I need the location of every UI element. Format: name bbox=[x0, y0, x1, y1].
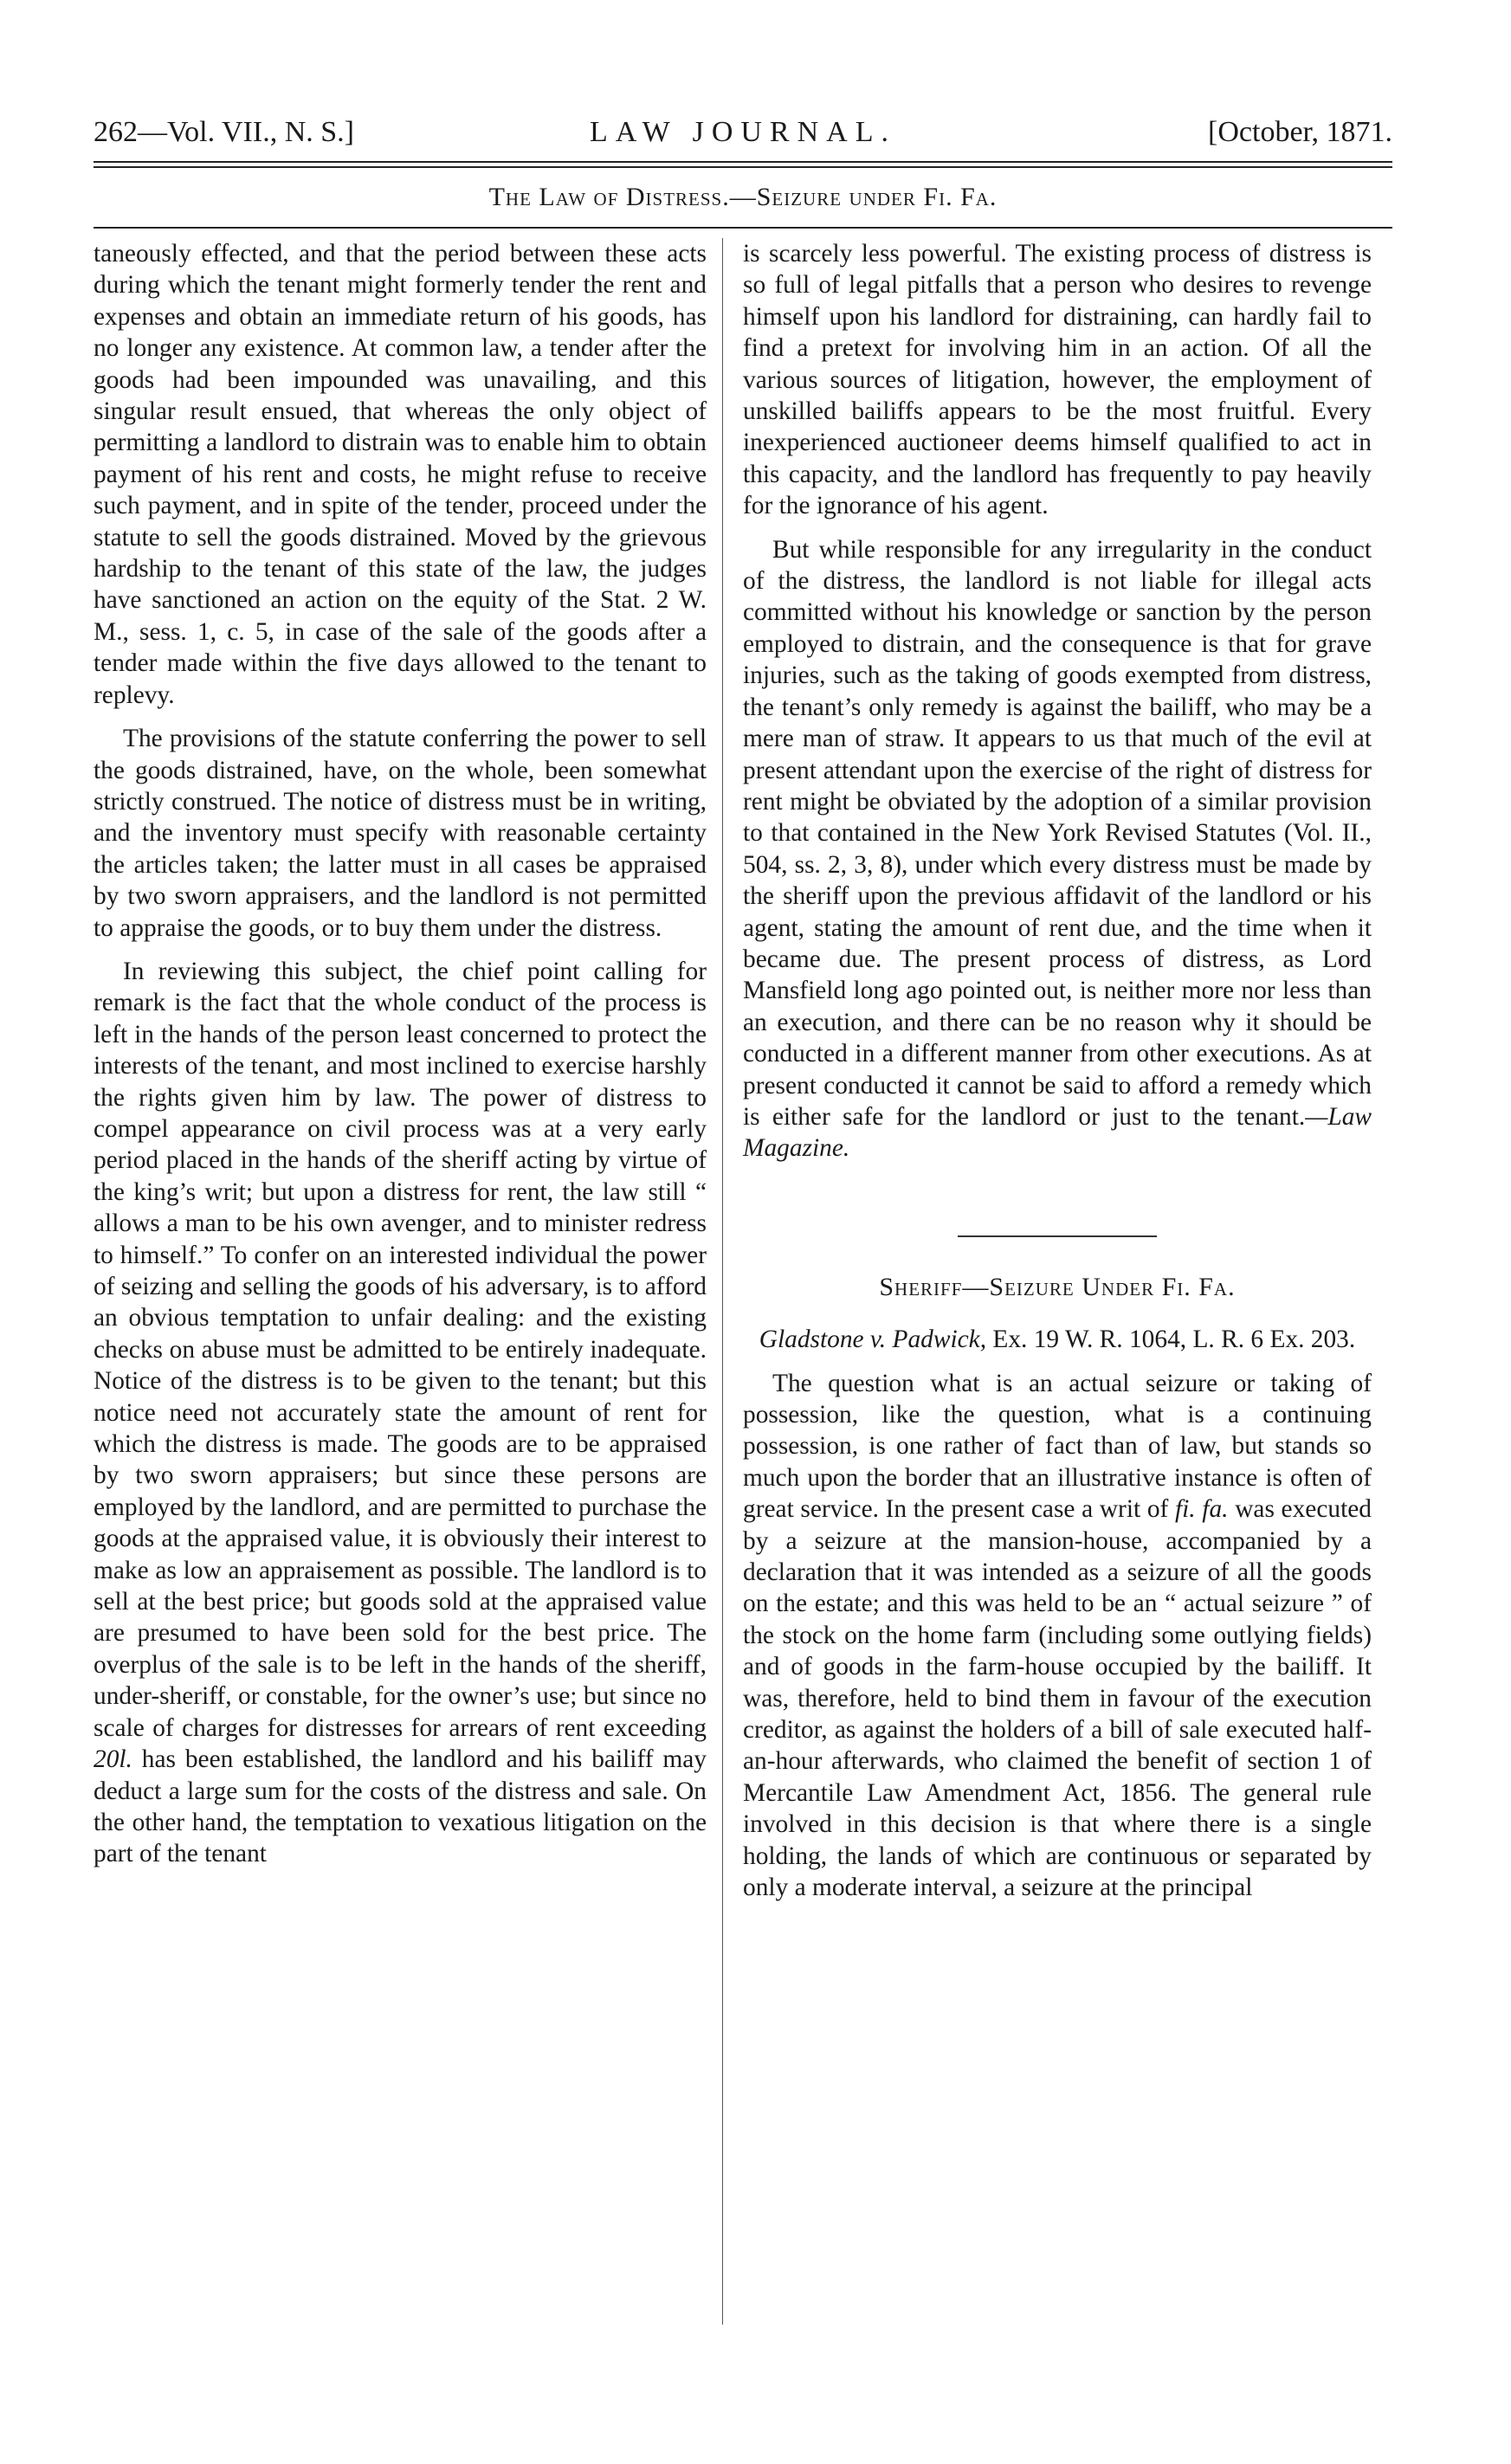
paragraph bbox=[743, 534, 1372, 1164]
running-head bbox=[94, 111, 1392, 154]
left-column bbox=[94, 238, 707, 1870]
case-name: Gladstone v. Padwick, bbox=[759, 1326, 987, 1354]
paragraph bbox=[743, 1368, 1372, 1904]
section-rule bbox=[94, 227, 1392, 229]
article-separator bbox=[958, 1235, 1157, 1237]
paragraph-text: In reviewing this subject, the chief point calling for remark is the fact that the whole conduct of the process is left in the hands of the person least concerned to protect the interests of the tenant, and most inclined to exercise harshly the rights given him by law. The power of distress to compel appearance on civil process was at a very early period placed in the hands of the sheriff acting by virtue of the king’s writ; but upon a distress for rent, the law still “ allows a man to be his own avenger, and to minister redress to himself.” To confer on an interested individual the power of seizing and selling the goods of his adversary, is to afford an obvious temptation to unfair dealing: and the existing checks on abuse must be admitted to be entirely inadequate. Notice of the distress is to be given to the tenant; but this notice need not accurately state the amount of rent for which the distress is made. The goods are to be appraised by two sworn appraisers; but since these persons are employed by the landlord, and are permitted to purchase the goods at the appraised value, it is obviously their interest to make as low an appraisement as possible. The landlord is to sell at the best price; but goods sold at the appraised value are presumed to have been sold for the best price. The overplus of the sale is to be left in the hands of the sheriff, under-sheriff, or constable, for the owner’s use; but since no scale of charges for distresses for arrears of rent exceeding bbox=[94, 957, 707, 1742]
issue-date: [October, 1871. bbox=[1208, 116, 1392, 148]
page-volume-label: 262—Vol. VII., N. S.] bbox=[94, 116, 354, 148]
writ-abbreviation: fi. fa. bbox=[1174, 1495, 1229, 1524]
paragraph-text: was executed by a seizure at the mansion-house, accompanied by a declaration that it was intended as a seizure of all the goods on the estate; and this was held to be an “ actual seizure ” of the stock on the home farm (including some outlying fields) and of goods in the farm-house occupied by the bailiff. It was, therefore, held to bind them in favour of the execution creditor, as against the holders of a bill of sale executed half-an-hour afterwards, who claimed the benefit of section 1 of Mercantile Law Amendment Act, 1856. The general rule involved in this decision is that where there is a single holding, the lands of which are continuous or separated by only a moderate interval, a seizure at the principal bbox=[743, 1495, 1372, 1902]
paragraph-text: But while responsible for any irregularity in the conduct of the distress, the landlord is not liable for illegal acts committed without his knowledge or sanction by the person employed to distrain, and the consequence is that for grave injuries, such as the taking of goods exempted from distress, the tenant’s only remedy is against the bailiff, who may be a mere man of straw. It appears to us that much of the evil at present attendant upon the exercise of the right of distress for rent might be obviated by the adoption of a similar provision to that contained in the New York Revised Statutes (Vol. II., 504, ss. 2, 3, 8), under which every distress must be made by the sheriff upon the previous affidavit of the landlord or his agent, stating the amount of rent due, and the time when it became due. The present process of distress, as Lord Mansfield long ago pointed out, is neither more nor less than an execution, and there can be no reason why it should be conducted in a different manner from other executions. As at present conducted it cannot be said to afford a remedy which is either safe for the landlord or just to the tenant. bbox=[743, 535, 1372, 1131]
case-reference: Ex. 19 W. R. 1064, L. R. 6 Ex. 203. bbox=[986, 1326, 1356, 1354]
paragraph: is scarcely less powerful. The existing process of distress is so full of legal pitfalls that a person who desires to revenge himself upon his landlord for distraining, can hardly fail to find a pretext for involving him in an action. Of all the various sources of litigation, however, the employment of unskilled bailiffs appears to be the most fruitful. Every inexperienced auctioneer deems himself qualified to act in this capacity, and the landlord has frequently to pay heavily for the ignorance of his agent. bbox=[743, 240, 1372, 520]
paragraph-text: has been established, the landlord and his bailiff may deduct a large sum for the costs of the distress and sale. On the other hand, the temptation to vexatious litigation on the part of the tenant bbox=[94, 1745, 707, 1868]
paragraph: taneously effected, and that the period between these acts during which the tenant might formerly tender the rent and expenses and obtain an immediate return of his goods, has no longer any existence. At common law, a tender after the goods had been impounded was unavailing, and this singular result ensued, that whereas the only object of permitting a landlord to distrain was to enable him to obtain payment of his rent and costs, he might refuse to receive such payment, and in spite of the tender, proceed under the statute to sell the goods distrained. Moved by the grievous hardship to the tenant of this state of the law, the judges have sanctioned an action on the equity of the Stat. 2 W. M., sess. 1, c. 5, in case of the sale of the goods after a tender made within the five days allowed to the tenant to replevy. bbox=[94, 240, 707, 709]
paragraph bbox=[94, 956, 707, 1870]
column-divider bbox=[722, 238, 723, 2325]
journal-title: LAW JOURNAL. bbox=[590, 116, 896, 148]
paragraph: The provisions of the statute conferring the power to sell the goods distrained, have, on the whole, been somewhat strictly construed. The notice of distress must be in writing, and the inventory must specify with reasonable certainty the articles taken; the latter must in all cases be appraised by two sworn appraisers, and the landlord is not permitted to appraise the goods, or to buy them under the distress. bbox=[94, 725, 707, 942]
header-rule-bottom bbox=[94, 166, 1392, 168]
header-rule-top bbox=[94, 161, 1392, 163]
paragraph-text: The question what is an actual seizure or taking of possession, like the question, what is a continuing possession, is one rather of fact than of law, but stands so much upon the border that an illustrative instance is often of great service. In the present case a writ of bbox=[743, 1369, 1372, 1524]
right-column bbox=[743, 238, 1372, 1904]
case-citation bbox=[743, 1324, 1372, 1355]
currency-amount: 20l. bbox=[94, 1745, 132, 1774]
case-heading: Sheriff—Seizure Under Fi. Fa. bbox=[879, 1272, 1236, 1301]
source-attribution: —Law Magazine. bbox=[743, 1102, 1372, 1163]
section-title: The Law of Distress.—Seizure under Fi. Fa. bbox=[488, 183, 998, 211]
